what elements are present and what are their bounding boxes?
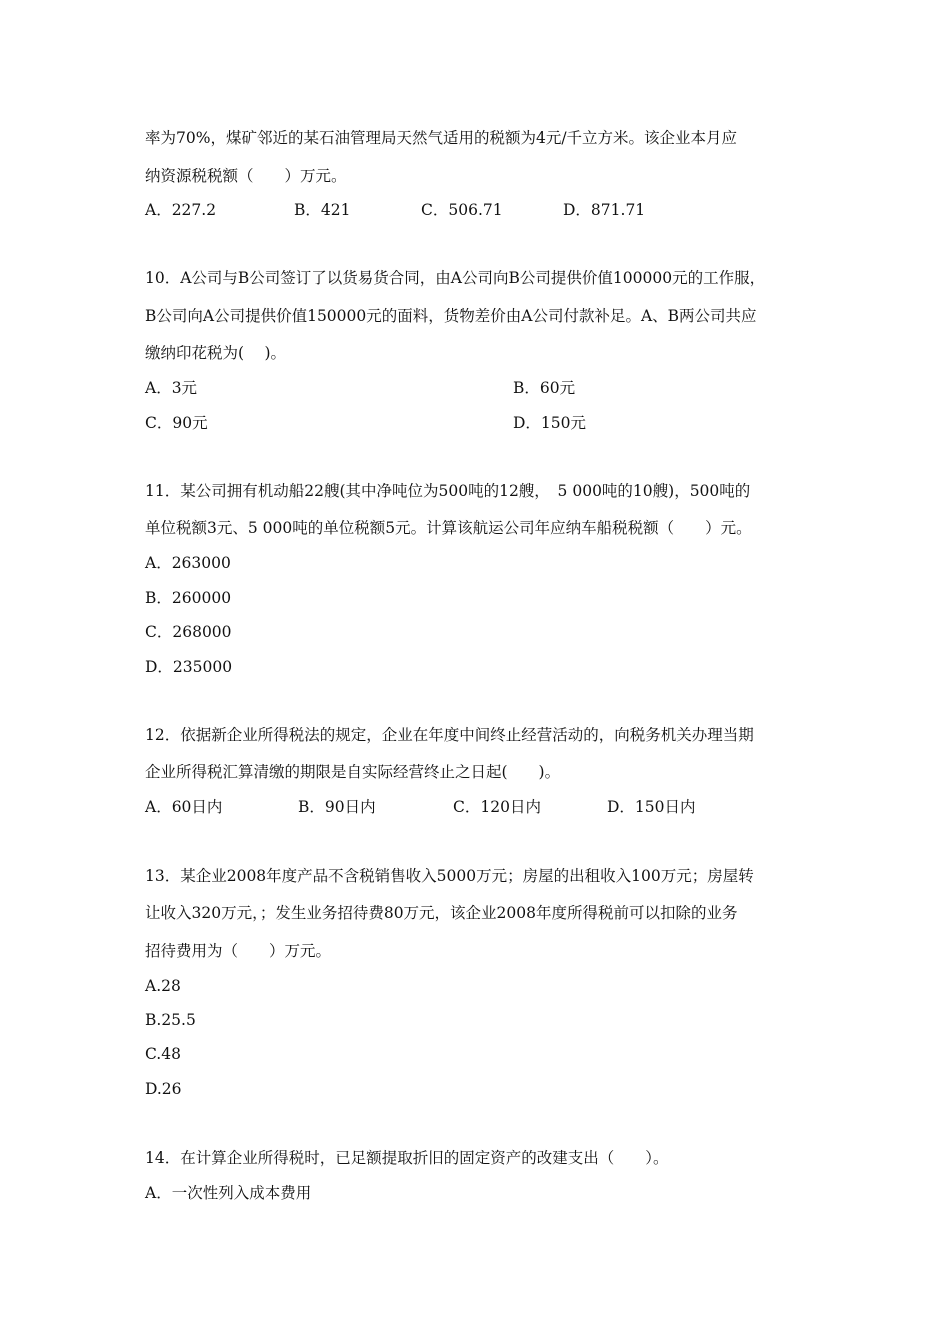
question-13-line-1: 13．某企业2008年度产品不含税销售收入5000万元；房屋的出租收入100万元；房屋转 — [145, 867, 754, 885]
question-13-option-a: A.28 — [145, 977, 181, 995]
question-10-line-2: B公司向A公司提供价值150000元的面料，货物差价由A公司付款补足。A、B两公司共应 — [145, 307, 757, 325]
question-12-line-2: 企业所得税汇算清缴的期限是自实际经营终止之日起( )。 — [145, 763, 561, 781]
question-12-line-1: 12．依据新企业所得税法的规定，企业在年度中间终止经营活动的，向税务机关办理当期 — [145, 726, 754, 744]
question-11-option-b: B．260000 — [145, 589, 232, 607]
question-11-line-1: 11．某公司拥有机动船22艘(其中净吨位为500吨的12艘， 5 000吨的10艘)，500吨的 — [145, 482, 751, 500]
question-9-line-1: 率为70%，煤矿邻近的某石油管理局天然气适用的税额为4元/千立方米。该企业本月应 — [145, 129, 738, 147]
question-13-option-d: D.26 — [145, 1080, 182, 1098]
question-10-line-3: 缴纳印花税为( )。 — [145, 344, 287, 362]
question-9-line-2: 纳资源税税额（ ）万元。 — [145, 167, 347, 185]
question-13-option-c: C.48 — [145, 1045, 181, 1063]
question-10-option-c: C．90元 — [145, 414, 208, 432]
question-10-option-a: A．3元 — [145, 379, 198, 397]
question-12-option-c: C．120日内 — [453, 798, 541, 816]
question-10-option-d: D．150元 — [513, 414, 587, 432]
question-14-line-1: 14．在计算企业所得税时，已足额提取折旧的固定资产的改建支出（ ）。 — [145, 1149, 669, 1167]
question-14-option-a: A．一次性列入成本费用 — [145, 1184, 312, 1202]
question-11-line-2: 单位税额3元、5 000吨的单位税额5元。计算该航运公司年应纳车船税税额（ ）元。 — [145, 519, 752, 537]
question-10-option-b: B．60元 — [513, 379, 576, 397]
question-9-option-c: C．506.71 — [421, 201, 503, 219]
question-13-line-3: 招待费用为（ ）万元。 — [145, 942, 332, 960]
question-11-option-c: C．268000 — [145, 623, 232, 641]
question-12-option-d: D．150日内 — [607, 798, 696, 816]
question-10-line-1: 10．A公司与B公司签订了以货易货合同，由A公司向B公司提供价值100000元的工作服， — [145, 269, 766, 287]
question-11-option-a: A．263000 — [145, 554, 231, 572]
question-11-option-d: D．235000 — [145, 658, 233, 676]
question-12-option-a: A．60日内 — [145, 798, 223, 816]
question-13-option-b: B.25.5 — [145, 1011, 196, 1029]
question-9-option-b: B．421 — [294, 201, 351, 219]
question-9-option-a: A．227.2 — [145, 201, 217, 219]
question-9-option-d: D．871.71 — [563, 201, 646, 219]
question-12-option-b: B．90日内 — [298, 798, 376, 816]
question-13-line-2: 让收入320万元，；发生业务招待费80万元，该企业2008年度所得税前可以扣除的业务 — [145, 904, 738, 922]
